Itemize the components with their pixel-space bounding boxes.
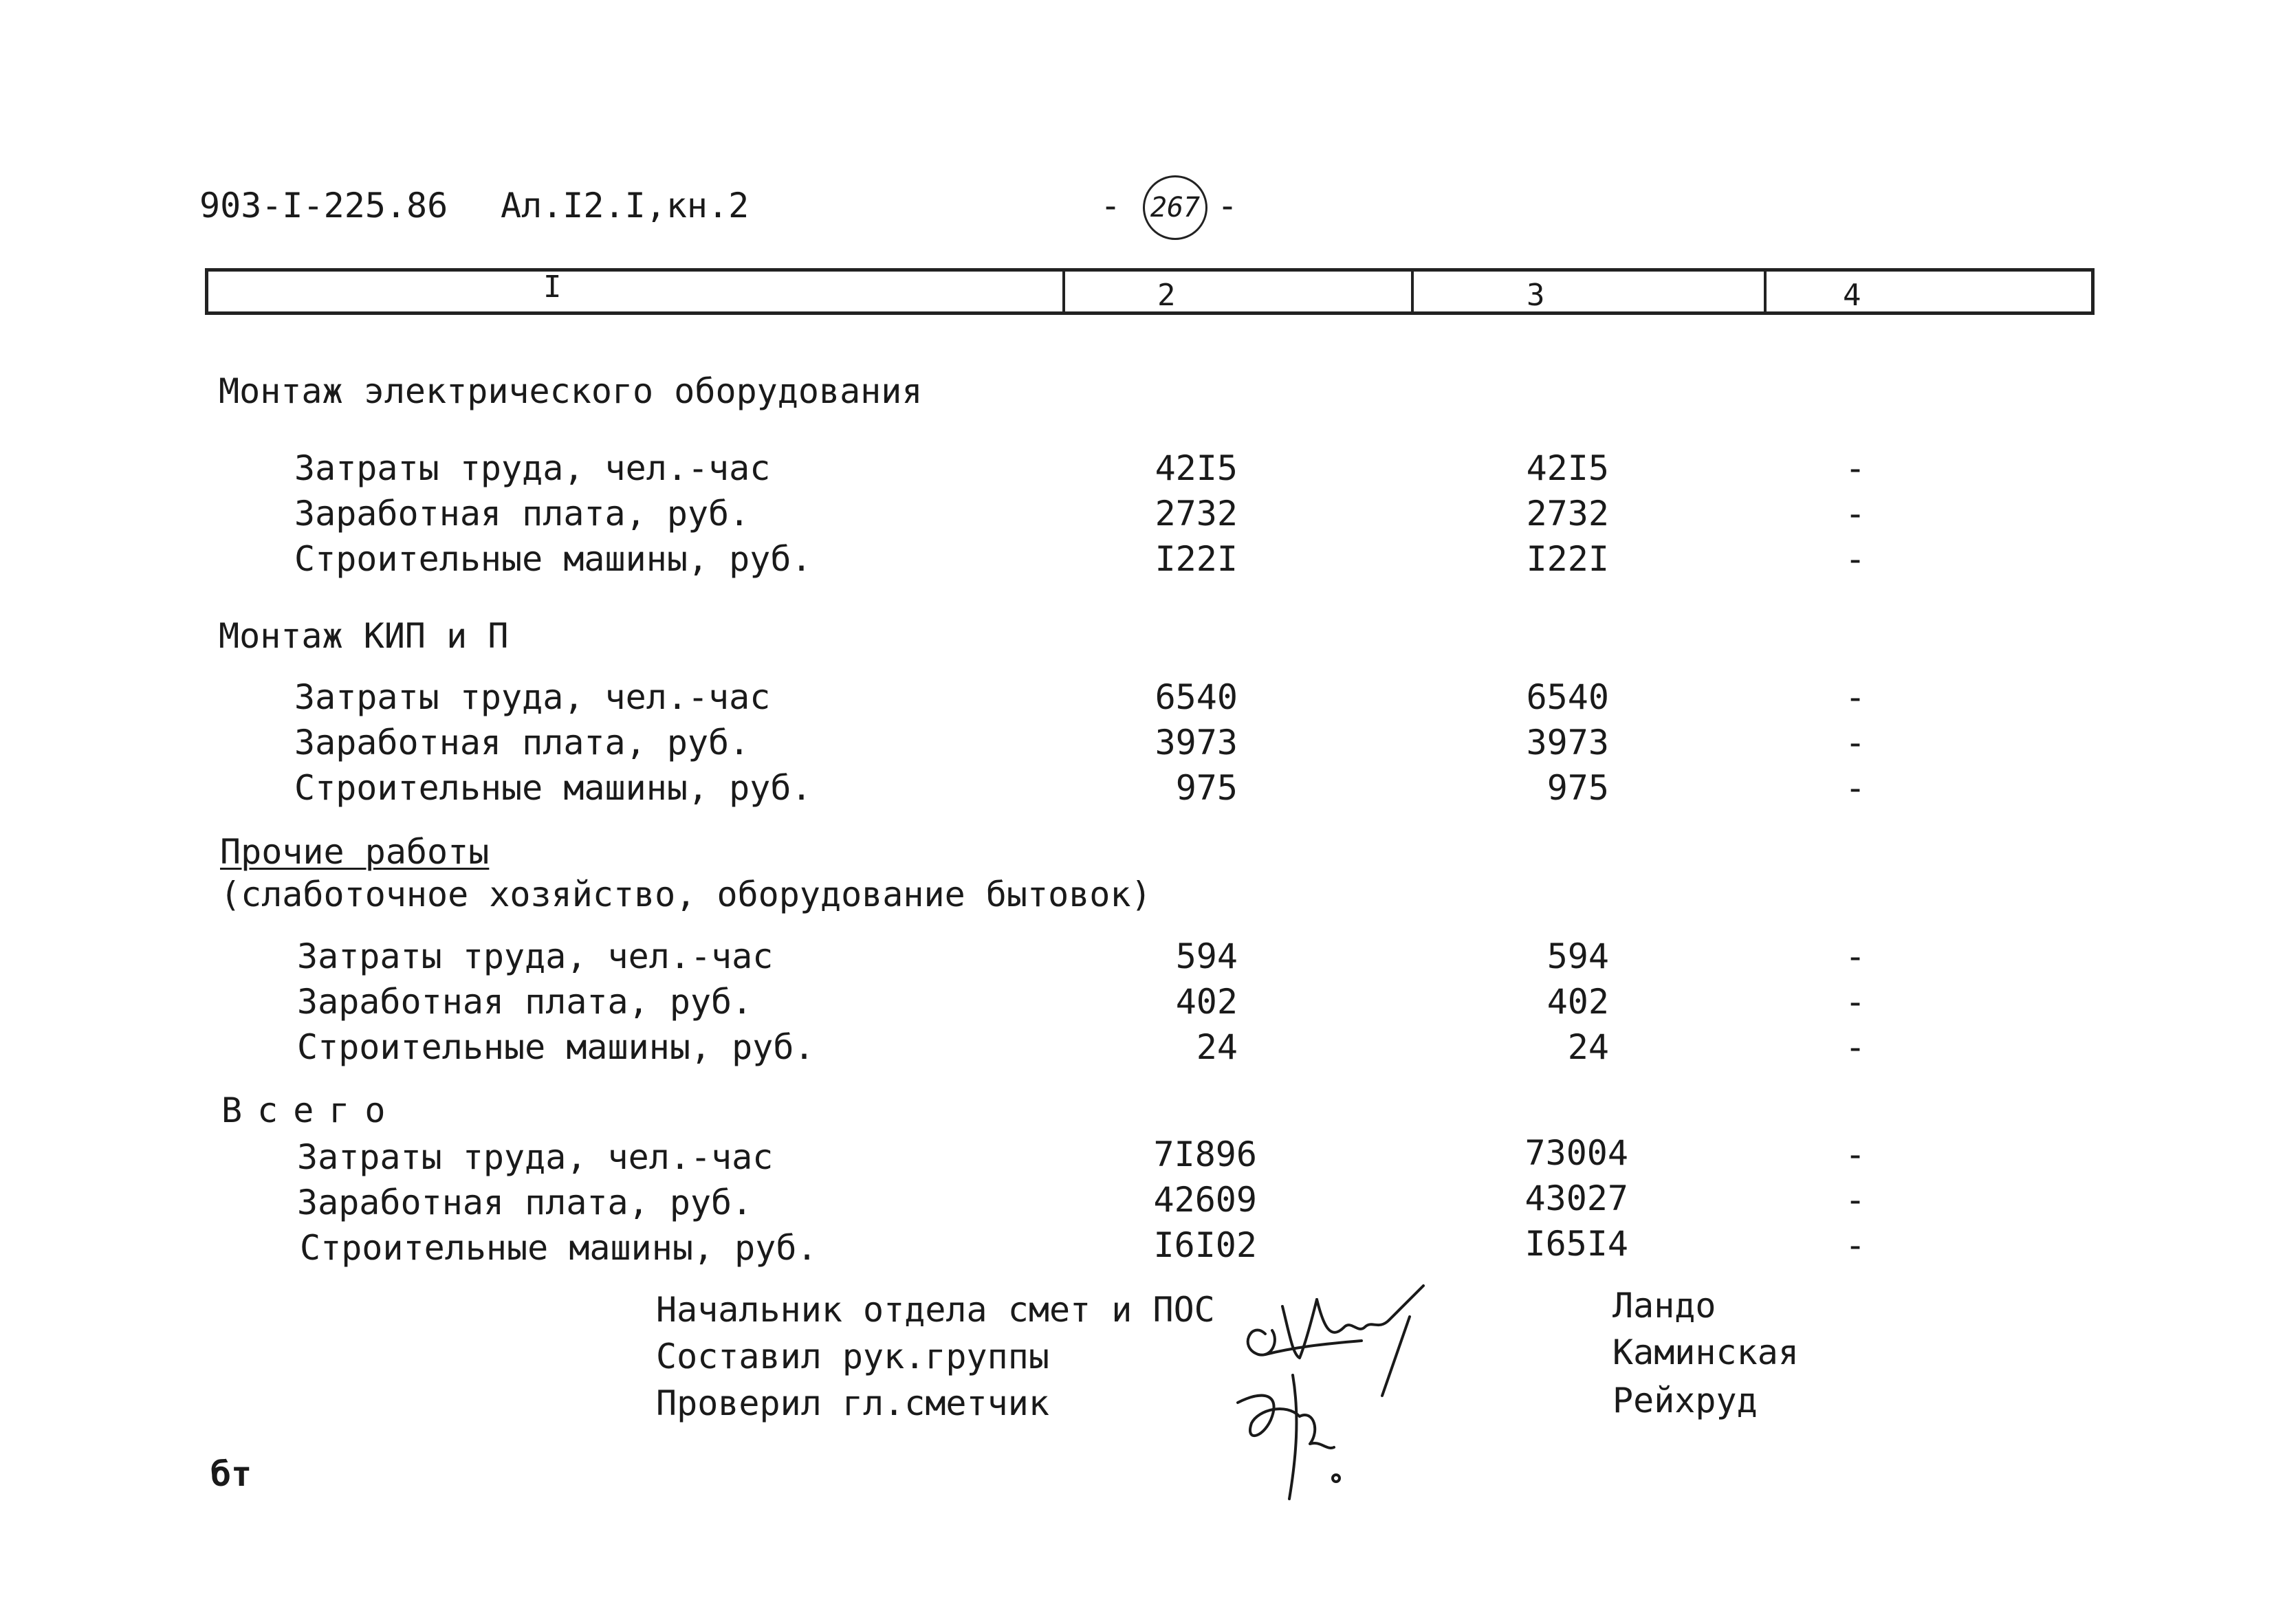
row-value-col2: 3973: [1155, 723, 1238, 762]
section-title: Монтаж электрического оборудования: [219, 371, 923, 411]
row-label: Затраты труда, чел.-час: [294, 677, 771, 717]
row-label: Строительные машины, руб.: [297, 1027, 815, 1067]
row-value-col2: 24: [1196, 1027, 1238, 1067]
album-reference: Ал.I2.I,кн.2: [501, 186, 750, 226]
row-value-col3: 24: [1567, 1027, 1609, 1067]
page-dash-right: -: [1217, 186, 1238, 226]
row-label: Затраты труда, чел.-час: [297, 1137, 774, 1177]
signature-role: Проверил гл.сметчик: [656, 1383, 1049, 1423]
row-value-col3: 975: [1546, 768, 1609, 808]
row-value-col2: 594: [1175, 936, 1238, 976]
column-header-1: I: [543, 270, 562, 305]
page-dash-left: -: [1100, 186, 1122, 226]
row-value-col2: I22I: [1155, 539, 1238, 579]
handwritten-signatures-icon: [1224, 1279, 1513, 1513]
row-value-col2: 7I896: [1153, 1134, 1257, 1174]
section-title: Всего: [221, 1090, 401, 1130]
column-header-3: 3: [1527, 278, 1545, 313]
row-value-col3: 2732: [1526, 494, 1609, 534]
row-label: Заработная плата, руб.: [297, 982, 753, 1022]
row-value-col4: -: [1844, 539, 1866, 579]
row-value-col3: 42I5: [1526, 448, 1609, 488]
row-value-col4: -: [1844, 677, 1866, 717]
signature-role: Начальник отдела смет и ПОС: [656, 1290, 1215, 1330]
row-value-col2: 975: [1175, 768, 1238, 808]
row-value-col4: -: [1844, 723, 1866, 762]
row-label: Строительные машины, руб.: [294, 768, 812, 808]
document-code: 903-I-225.86: [199, 186, 448, 226]
row-value-col3: 594: [1546, 936, 1609, 976]
row-value-col2: 402: [1175, 982, 1238, 1022]
row-value-col4: -: [1844, 1180, 1866, 1220]
footer-mark: бт: [210, 1454, 252, 1494]
column-divider-3: [1764, 268, 1767, 315]
row-value-col2: 42609: [1153, 1180, 1257, 1220]
row-label: Заработная плата, руб.: [294, 494, 750, 534]
column-divider-2: [1411, 268, 1414, 315]
page-number: 267: [1150, 192, 1201, 223]
row-value-col4: -: [1844, 448, 1866, 488]
signature-name: Ландо: [1612, 1286, 1716, 1326]
row-value-col4: -: [1844, 768, 1866, 808]
row-value-col2: 2732: [1155, 494, 1238, 534]
row-value-col4: -: [1844, 494, 1866, 534]
signature-role: Составил рук.группы: [656, 1337, 1049, 1376]
signature-name: Рейхруд: [1612, 1381, 1758, 1420]
row-value-col3: 3973: [1526, 723, 1609, 762]
row-label: Затраты труда, чел.-час: [297, 936, 774, 976]
column-header-4: 4: [1843, 278, 1861, 313]
row-value-col2: 6540: [1155, 677, 1238, 717]
section-title: Монтаж КИП и П: [219, 616, 509, 656]
row-label: Заработная плата, руб.: [294, 723, 750, 762]
column-divider-1: [1062, 268, 1065, 315]
row-value-col4: -: [1844, 936, 1866, 976]
row-label: Заработная плата, руб.: [297, 1183, 753, 1222]
row-label: Затраты труда, чел.-час: [294, 448, 771, 488]
signature-name: Каминская: [1612, 1332, 1799, 1372]
row-value-col3: 43027: [1524, 1178, 1628, 1218]
row-value-col3: 73004: [1524, 1133, 1628, 1173]
page-number-circle: [1143, 175, 1207, 240]
row-value-col2: 42I5: [1155, 448, 1238, 488]
row-value-col3: I65I4: [1524, 1224, 1628, 1264]
row-value-col4: -: [1844, 1134, 1866, 1174]
row-value-col4: -: [1844, 1225, 1866, 1265]
row-value-col3: 402: [1546, 982, 1609, 1022]
row-label: Строительные машины, руб.: [300, 1228, 818, 1268]
row-value-col3: 6540: [1526, 677, 1609, 717]
row-label: Строительные машины, руб.: [294, 539, 812, 579]
row-value-col4: -: [1844, 1027, 1866, 1067]
row-value-col4: -: [1844, 982, 1866, 1022]
section-title: Прочие работы: [220, 832, 490, 872]
section-subtitle: (слаботочное хозяйство, оборудование бытовок): [220, 875, 1152, 914]
column-header-2: 2: [1157, 278, 1176, 313]
row-value-col3: I22I: [1526, 539, 1609, 579]
row-value-col2: I6I02: [1153, 1225, 1257, 1265]
table-header-frame: [205, 268, 2095, 315]
